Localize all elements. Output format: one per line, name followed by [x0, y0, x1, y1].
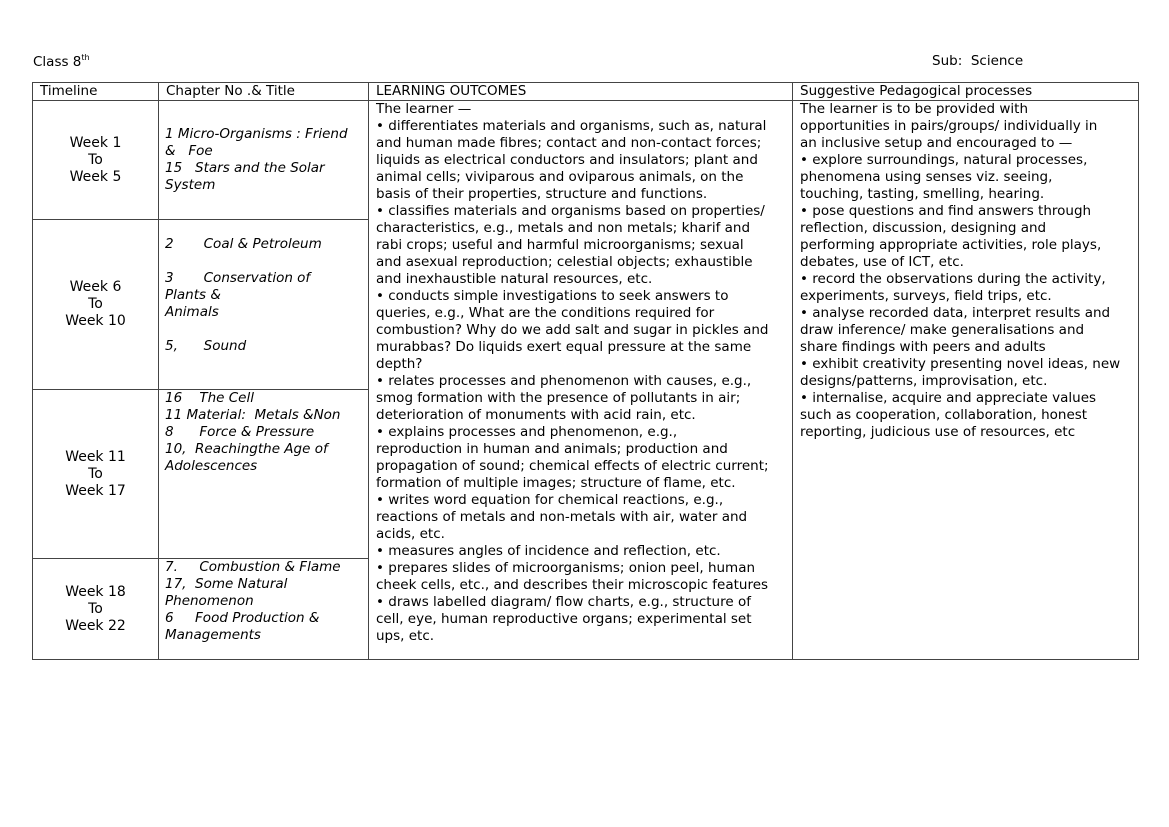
week-end: Week 10 [65, 313, 126, 329]
pedagogy-line: such as cooperation, collaboration, honest [800, 407, 1088, 423]
outcome-line: • writes word equation for chemical reactions, e.g., [376, 492, 724, 508]
outcome-line: depth? [376, 356, 423, 372]
outcome-line: rabi crops; useful and harmful microorganisms; sexual [376, 237, 744, 253]
pedagogy-line: reflection, discussion, designing and [800, 220, 1047, 236]
chapter-line: Managements [165, 627, 261, 643]
column-header-chapter: Chapter No .& Title [159, 83, 369, 101]
chapter-line: System [165, 177, 216, 193]
pedagogy-line: touching, tasting, smelling, hearing. [800, 186, 1045, 202]
pedagogy-line: experiments, surveys, field trips, etc. [800, 288, 1052, 304]
pedagogy-line: debates, use of ICT, etc. [800, 254, 964, 270]
chapter-line: 8 Force & Pressure [165, 424, 315, 440]
week-to: To [88, 600, 103, 617]
outcome-line: • differentiates materials and organisms, such as, natural [376, 118, 767, 134]
outcome-line: reactions of metals and non-metals with air, water and [376, 509, 748, 525]
chapter-cell [159, 390, 369, 559]
outcome-line: and inexhaustible natural resources, etc. [376, 271, 653, 287]
outcome-line: and human made fibres; contact and non-contact forces; [376, 135, 762, 151]
chapter-cell [159, 101, 369, 220]
column-header-outcomes: LEARNING OUTCOMES [369, 83, 793, 101]
chapter-line: Adolescences [165, 458, 258, 474]
outcome-line: queries, e.g., What are the conditions required for [376, 305, 715, 321]
chapter-line: 17, Some Natural [165, 576, 288, 592]
chapter-line: 1 Micro-Organisms : Friend [165, 126, 348, 142]
timeline-cell [33, 220, 159, 390]
outcome-line: acids, etc. [376, 526, 445, 542]
outcome-line: cheek cells, etc., and describes their microscopic features [376, 577, 769, 593]
outcome-line: • prepares slides of microorganisms; onion peel, human [376, 560, 756, 576]
week-to: To [88, 296, 103, 312]
pedagogy-line: opportunities in pairs/groups/ individually in [800, 118, 1098, 134]
outcome-line: • explains processes and phenomenon, e.g., [376, 424, 678, 440]
pedagogy-line: share findings with peers and adults [800, 339, 1046, 355]
chapter-line: 15 Stars and the Solar [165, 160, 325, 176]
timeline-cell [33, 559, 159, 660]
pedagogy-line: performing appropriate activities, role plays, [800, 237, 1102, 253]
pedagogy-line: draw inference/ make generalisations and [800, 322, 1085, 338]
pedagogy-line: • explore surroundings, natural processes, [800, 152, 1088, 168]
table-header-row [33, 83, 1139, 101]
outcome-line: characteristics, e.g., metals and non metals; kharif and [376, 220, 751, 236]
outcome-line: deterioration of monuments with acid rain, etc. [376, 407, 696, 423]
pedagogy-line: • internalise, acquire and appreciate values [800, 390, 1097, 406]
outcome-line: • classifies materials and organisms based on properties/ [376, 203, 765, 219]
outcome-line: • conducts simple investigations to seek answers to [376, 288, 729, 304]
pedagogy-line: designs/patterns, improvisation, etc. [800, 373, 1048, 389]
week-end: Week 22 [65, 617, 126, 634]
outcome-line: and asexual reproduction; celestial objects; exhaustible [376, 254, 753, 270]
outcome-line: • draws labelled diagram/ flow charts, e.g., structure of [376, 594, 751, 610]
outcome-line: cell, eye, human reproductive organs; experimental set [376, 611, 752, 627]
chapter-line: 5, Sound [165, 338, 247, 354]
pedagogy-line: phenomena using senses viz. seeing, [800, 169, 1053, 185]
outcome-line: combustion? Why do we add salt and sugar in pickles and [376, 322, 769, 338]
outcome-line: smog formation with the presence of pollutants in air; [376, 390, 741, 406]
timeline-cell [33, 390, 159, 559]
outcome-line: animal cells; viviparous and oviparous animals, on the [376, 169, 744, 185]
curriculum-table [32, 82, 1139, 660]
chapter-cell [159, 220, 369, 390]
outcome-line: • relates processes and phenomenon with causes, e.g., [376, 373, 752, 389]
class-label [33, 53, 90, 70]
outcome-line: formation of multiple images; structure of flame, etc. [376, 475, 736, 491]
pedagogy-line: The learner is to be provided with [800, 101, 1029, 117]
week-start: Week 6 [69, 279, 122, 295]
outcome-line: The learner — [376, 101, 472, 117]
outcome-line: ups, etc. [376, 628, 435, 644]
chapter-line: 11 Material: Metals &Non [165, 407, 341, 423]
subject-label: Sub: Science [932, 53, 1024, 69]
outcome-line: liquids as electrical conductors and insulators; plant and [376, 152, 758, 168]
week-to: To [88, 151, 103, 168]
class-label-superscript: th [81, 53, 90, 62]
pedagogy-line: • exhibit creativity presenting novel ideas, new [800, 356, 1121, 372]
timeline-cell [33, 101, 159, 220]
pedagogy-line: • analyse recorded data, interpret results and [800, 305, 1111, 321]
pedagogy-line: an inclusive setup and encouraged to — [800, 135, 1073, 151]
class-label-text: Class 8 [33, 54, 82, 70]
chapter-line: 2 Coal & Petroleum [165, 236, 322, 252]
chapter-line: 16 The Cell [165, 390, 254, 406]
chapter-line: Phenomenon [165, 593, 254, 609]
chapter-line: 7. Combustion & Flame [165, 559, 341, 575]
chapter-line: Plants & [165, 287, 221, 303]
pedagogy-cell [793, 101, 1139, 660]
outcome-line: propagation of sound; chemical effects of electric current; [376, 458, 769, 474]
outcome-line: reproduction in human and animals; production and [376, 441, 728, 457]
column-header-pedagogy: Suggestive Pedagogical processes [793, 83, 1139, 101]
chapter-line [165, 321, 362, 338]
outcome-line: • measures angles of incidence and reflection, etc. [376, 543, 721, 559]
week-start: Week 1 [69, 134, 122, 151]
chapter-line: 6 Food Production & [165, 610, 320, 626]
chapter-line: Animals [165, 304, 219, 320]
chapter-line: & Foe [165, 143, 213, 159]
week-end: Week 5 [69, 168, 122, 185]
chapter-line: 3 Conservation of [165, 270, 311, 286]
week-end: Week 17 [65, 482, 126, 499]
table-row [33, 101, 1139, 220]
chapter-line [165, 253, 362, 270]
pedagogy-line: reporting, judicious use of resources, etc [800, 424, 1076, 440]
week-start: Week 18 [65, 583, 126, 600]
week-to: To [88, 465, 103, 482]
outcome-line: murabbas? Do liquids exert equal pressure at the same [376, 339, 752, 355]
chapter-line: 10, Reachingthe Age of [165, 441, 328, 457]
column-header-timeline: Timeline [33, 83, 159, 101]
learning-outcomes-cell [369, 101, 793, 660]
pedagogy-line: • record the observations during the activity, [800, 271, 1106, 287]
outcome-line: basis of their properties, structure and functions. [376, 186, 708, 202]
pedagogy-line: • pose questions and find answers through [800, 203, 1092, 219]
chapter-cell [159, 559, 369, 660]
week-start: Week 11 [65, 448, 126, 465]
